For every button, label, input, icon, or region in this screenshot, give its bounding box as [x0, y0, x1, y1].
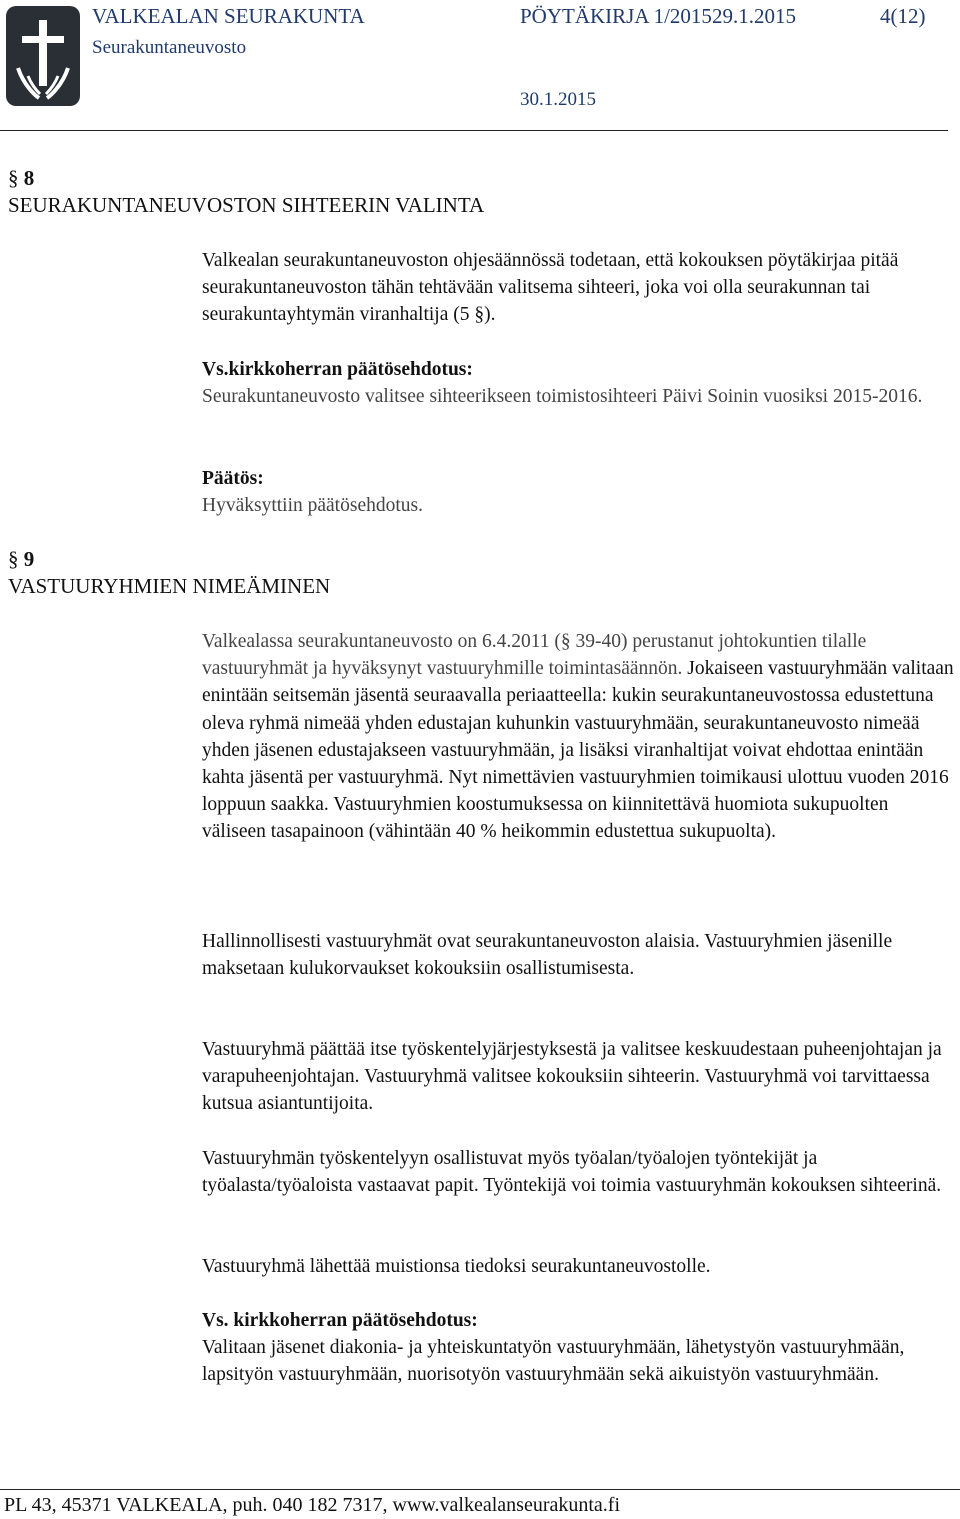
section-9-background-text: Valkealassa seurakuntaneuvosto on 6.4.2011 (§ 39-40) perustanut johtokuntien tilalle vastuuryhmät ja hyväksynyt vastuuryhmille toimintasäännön. [202, 631, 867, 680]
section-9-background [202, 628, 954, 846]
section-9-heading [8, 546, 330, 600]
section-9-proposal-label: Vs. kirkkoherran päätösehdotus: [202, 1310, 478, 1331]
footer-divider [0, 1489, 960, 1490]
section-9-composition-text: Jokaiseen vastuuryhmään valitaan enintään seitsemän jäsentä seuraavalla periaatteella: kukin seurakuntaneuvostossa edustettuna oleva ryhmä nimeää yhden edustajan kuhunkin vastuuryhmään, seurakuntaneuvosto nimeää yhden jäsenen edustajakseen vastuuryhmään, ja lisäksi viranhaltijat voivat ehdottaa enintään kahta jäsentä per vastuuryhmä. Nyt nimettävien vastuuryhmien toimikausi ulottuu vuoden 2016 loppuun saakka. Vastuuryhmien koostumuksessa on kiinnitettävä huomiota sukupuolten väliseen tasapainoon (vähintään 40 % heikommin edustettua sukupuolta). [202, 658, 954, 843]
section-8-decision-text: Hyväksyttiin päätösehdotus. [202, 495, 423, 517]
section-8-decision-label: Päätös: [202, 468, 264, 489]
section-8-proposal-text: Seurakuntaneuvosto valitsee sihteerikseen toimistosihteeri Päivi Soinin vuosiksi 2015-2016. [202, 386, 923, 408]
document-date: 29.1.2015 [712, 4, 796, 28]
section-8-number: 8 [23, 166, 35, 190]
section-8-proposal-label: Vs.kirkkoherran päätösehdotus: [202, 359, 473, 380]
section-8-heading [8, 165, 484, 219]
section-8-proposal [202, 356, 954, 410]
section-9-memos: Vastuuryhmä lähettää muistionsa tiedoksi seurakuntaneuvostolle. [202, 1256, 711, 1277]
church-cross-logo-icon [6, 6, 80, 106]
council-name: Seurakuntaneuvosto [92, 37, 247, 58]
section-9-organization: Vastuuryhmä päättää itse työskentelyjärjestyksestä ja valitsee keskuudestaan puheenjohtajan ja varapuheenjohtajan. Vastuuryhmä valitsee kokouksiin sihteerin. Vastuuryhmä voi tarvittaessa kutsua asiantuntijoita. [202, 1039, 942, 1115]
footer-contact: PL 43, 45371 VALKEALA, puh. 040 182 7317, www.valkealanseurakunta.fi [4, 1494, 621, 1516]
section-9-proposal [202, 1307, 954, 1389]
header-divider [0, 130, 948, 131]
section-8-intro: Valkealan seurakuntaneuvoston ohjesäännössä todetaan, että kokouksen pöytäkirjaa pitää seurakuntaneuvoston tähän tehtävään valitsema sihteeri, joka voi olla seurakunnan tai seurakuntayhtymän viranhaltija (5 §). [202, 250, 899, 326]
section-8-title: SEURAKUNTANEUVOSTON SIHTEERIN VALINTA [8, 193, 485, 217]
document-type: PÖYTÄKIRJA 1/2015 [520, 4, 712, 28]
organization-name: VALKEALAN SEURAKUNTA [92, 4, 365, 28]
meeting-date: 30.1.2015 [520, 89, 596, 110]
section-9-employees: Vastuuryhmän työskentelyyn osallistuvat myös työalan/työalojen työntekijät ja työalasta/työaloista vastaavat papit. Työntekijä voi toimia vastuuryhmän kokouksen sihteerinä. [202, 1148, 942, 1197]
section-9-administration: Hallinnollisesti vastuuryhmät ovat seurakuntaneuvoston alaisia. Vastuuryhmien jäsenille maksetaan kulukorvaukset kokouksiin osallistumisesta. [202, 931, 893, 980]
section-9-number: 9 [23, 547, 35, 571]
section-8-decision [202, 465, 954, 519]
section-9-title: VASTUURYHMIEN NIMEÄMINEN [8, 574, 331, 598]
section-sign-icon: § [8, 547, 24, 571]
section-9-proposal-text: Valitaan jäsenet diakonia- ja yhteiskuntatyön vastuuryhmään, lähetystyön vastuuryhmään, lapsityön vastuuryhmään, nuorisotyön vastuuryhmään sekä aikuistyön vastuuryhmään. [202, 1337, 905, 1386]
section-sign-icon: § [8, 166, 24, 190]
page-number: 4(12) [880, 4, 926, 28]
